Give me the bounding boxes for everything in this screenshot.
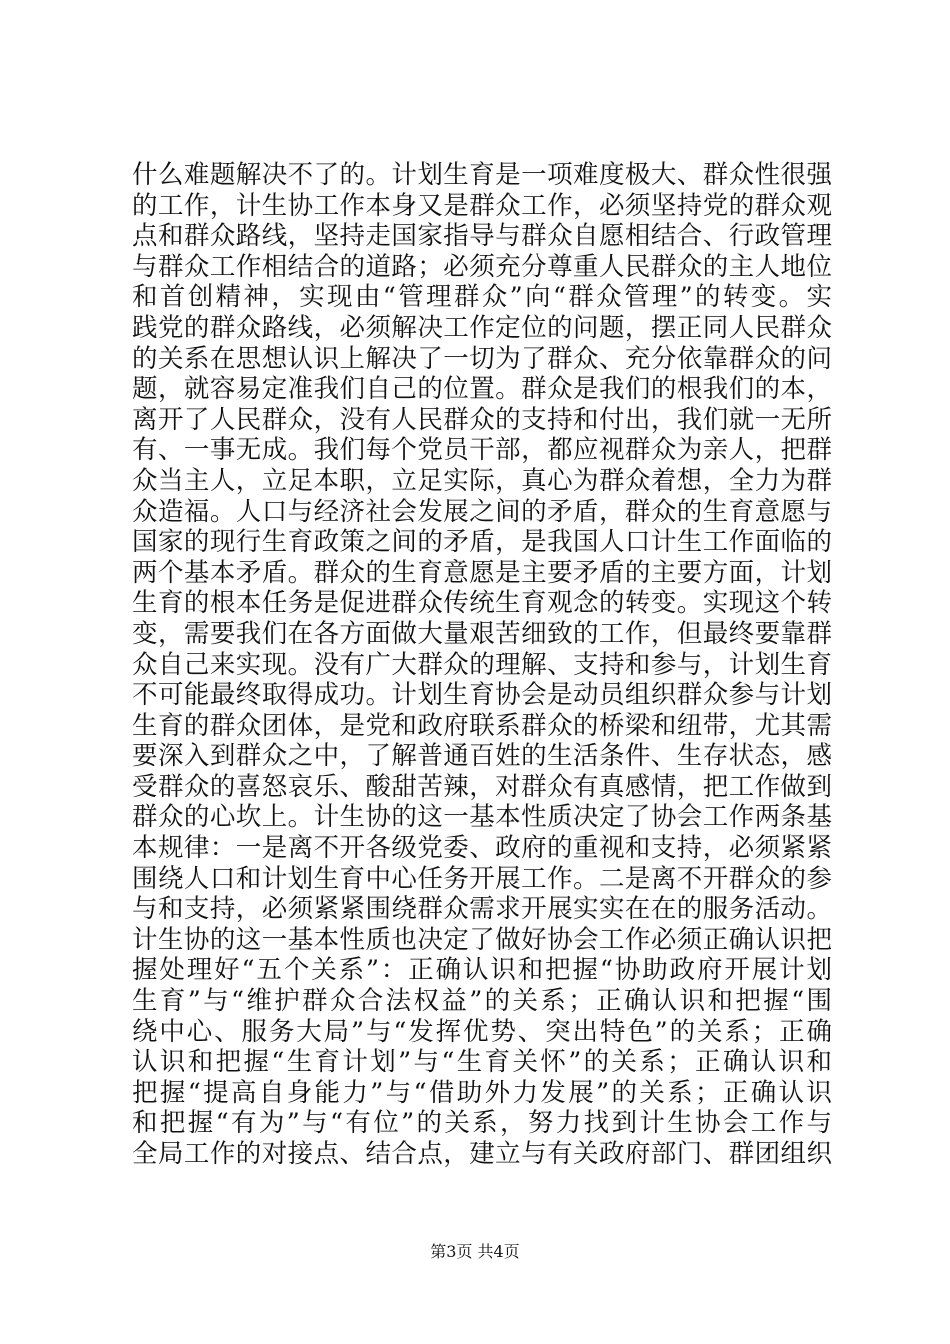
text-line: 要深入到群众之中，了解普通百姓的生活条件、生存状态，感 bbox=[132, 741, 832, 772]
text-line: 认识和把握“生育计划”与“生育关怀”的关系；正确认识和 bbox=[132, 1047, 832, 1078]
text-line: 与和支持，必须紧紧围绕群众需求开展实实在在的服务活动。 bbox=[132, 894, 832, 925]
text-line: 变，需要我们在各方面做大量艰苦细致的工作，但最终要靠群 bbox=[132, 618, 832, 649]
text-line: 计生协的这一基本性质也决定了做好协会工作必须正确认识把 bbox=[132, 924, 832, 955]
text-line: 与群众工作相结合的道路；必须充分尊重人民群众的主人地位 bbox=[132, 251, 832, 282]
text-line: 两个基本矛盾。群众的生育意愿是主要矛盾的主要方面，计划 bbox=[132, 557, 832, 588]
text-line: 和把握“有为”与“有位”的关系，努力找到计生协会工作与 bbox=[132, 1108, 832, 1139]
text-line: 的关系在思想认识上解决了一切为了群众、充分依靠群众的问 bbox=[132, 343, 832, 374]
text-line: 生育的根本任务是促进群众传统生育观念的转变。实现这个转 bbox=[132, 588, 832, 619]
text-line: 有、一事无成。我们每个党员干部，都应视群众为亲人，把群 bbox=[132, 435, 832, 466]
text-line: 的工作，计生协工作本身又是群众工作，必须坚持党的群众观 bbox=[132, 190, 832, 221]
body-text bbox=[132, 160, 832, 1170]
text-line: 绕中心、服务大局”与“发挥优势、突出特色”的关系；正确 bbox=[132, 1016, 832, 1047]
text-line: 全局工作的对接点、结合点，建立与有关政府部门、群团组织 bbox=[132, 1139, 832, 1169]
text-line: 生育”与“维护群众合法权益”的关系；正确认识和把握“围 bbox=[132, 986, 832, 1017]
text-line: 受群众的喜怒哀乐、酸甜苦辣，对群众有真感情，把工作做到 bbox=[132, 771, 832, 802]
text-line: 本规律：一是离不开各级党委、政府的重视和支持，必须紧紧 bbox=[132, 833, 832, 864]
text-line: 什么难题解决不了的。计划生育是一项难度极大、群众性很强 bbox=[132, 160, 832, 190]
text-line: 众自己来实现。没有广大群众的理解、支持和参与，计划生育 bbox=[132, 649, 832, 680]
text-line: 不可能最终取得成功。计划生育协会是动员组织群众参与计划 bbox=[132, 680, 832, 711]
text-line: 众造福。人口与经济社会发展之间的矛盾，群众的生育意愿与 bbox=[132, 496, 832, 527]
text-line: 点和群众路线，坚持走国家指导与群众自愿相结合、行政管理 bbox=[132, 221, 832, 252]
text-line: 围绕人口和计划生育中心任务开展工作。二是离不开群众的参 bbox=[132, 863, 832, 894]
text-line: 把握“提高自身能力”与“借助外力发展”的关系；正确认识 bbox=[132, 1077, 832, 1108]
text-line: 生育的群众团体，是党和政府联系群众的桥梁和纽带，尤其需 bbox=[132, 710, 832, 741]
text-line: 题，就容易定准我们自己的位置。群众是我们的根我们的本， bbox=[132, 374, 832, 405]
text-line: 握处理好“五个关系”：正确认识和把握“协助政府开展计划 bbox=[132, 955, 832, 986]
text-line: 国家的现行生育政策之间的矛盾，是我国人口计生工作面临的 bbox=[132, 527, 832, 558]
text-line: 践党的群众路线，必须解决工作定位的问题，摆正同人民群众 bbox=[132, 312, 832, 343]
text-line: 和首创精神，实现由“管理群众”向“群众管理”的转变。实 bbox=[132, 282, 832, 313]
page-number-footer: 第3页 共4页 bbox=[430, 1242, 520, 1261]
text-line: 众当主人，立足本职，立足实际，真心为群众着想，全力为群 bbox=[132, 465, 832, 496]
text-line: 群众的心坎上。计生协的这一基本性质决定了协会工作两条基 bbox=[132, 802, 832, 833]
text-line: 离开了人民群众，没有人民群众的支持和付出，我们就一无所 bbox=[132, 404, 832, 435]
